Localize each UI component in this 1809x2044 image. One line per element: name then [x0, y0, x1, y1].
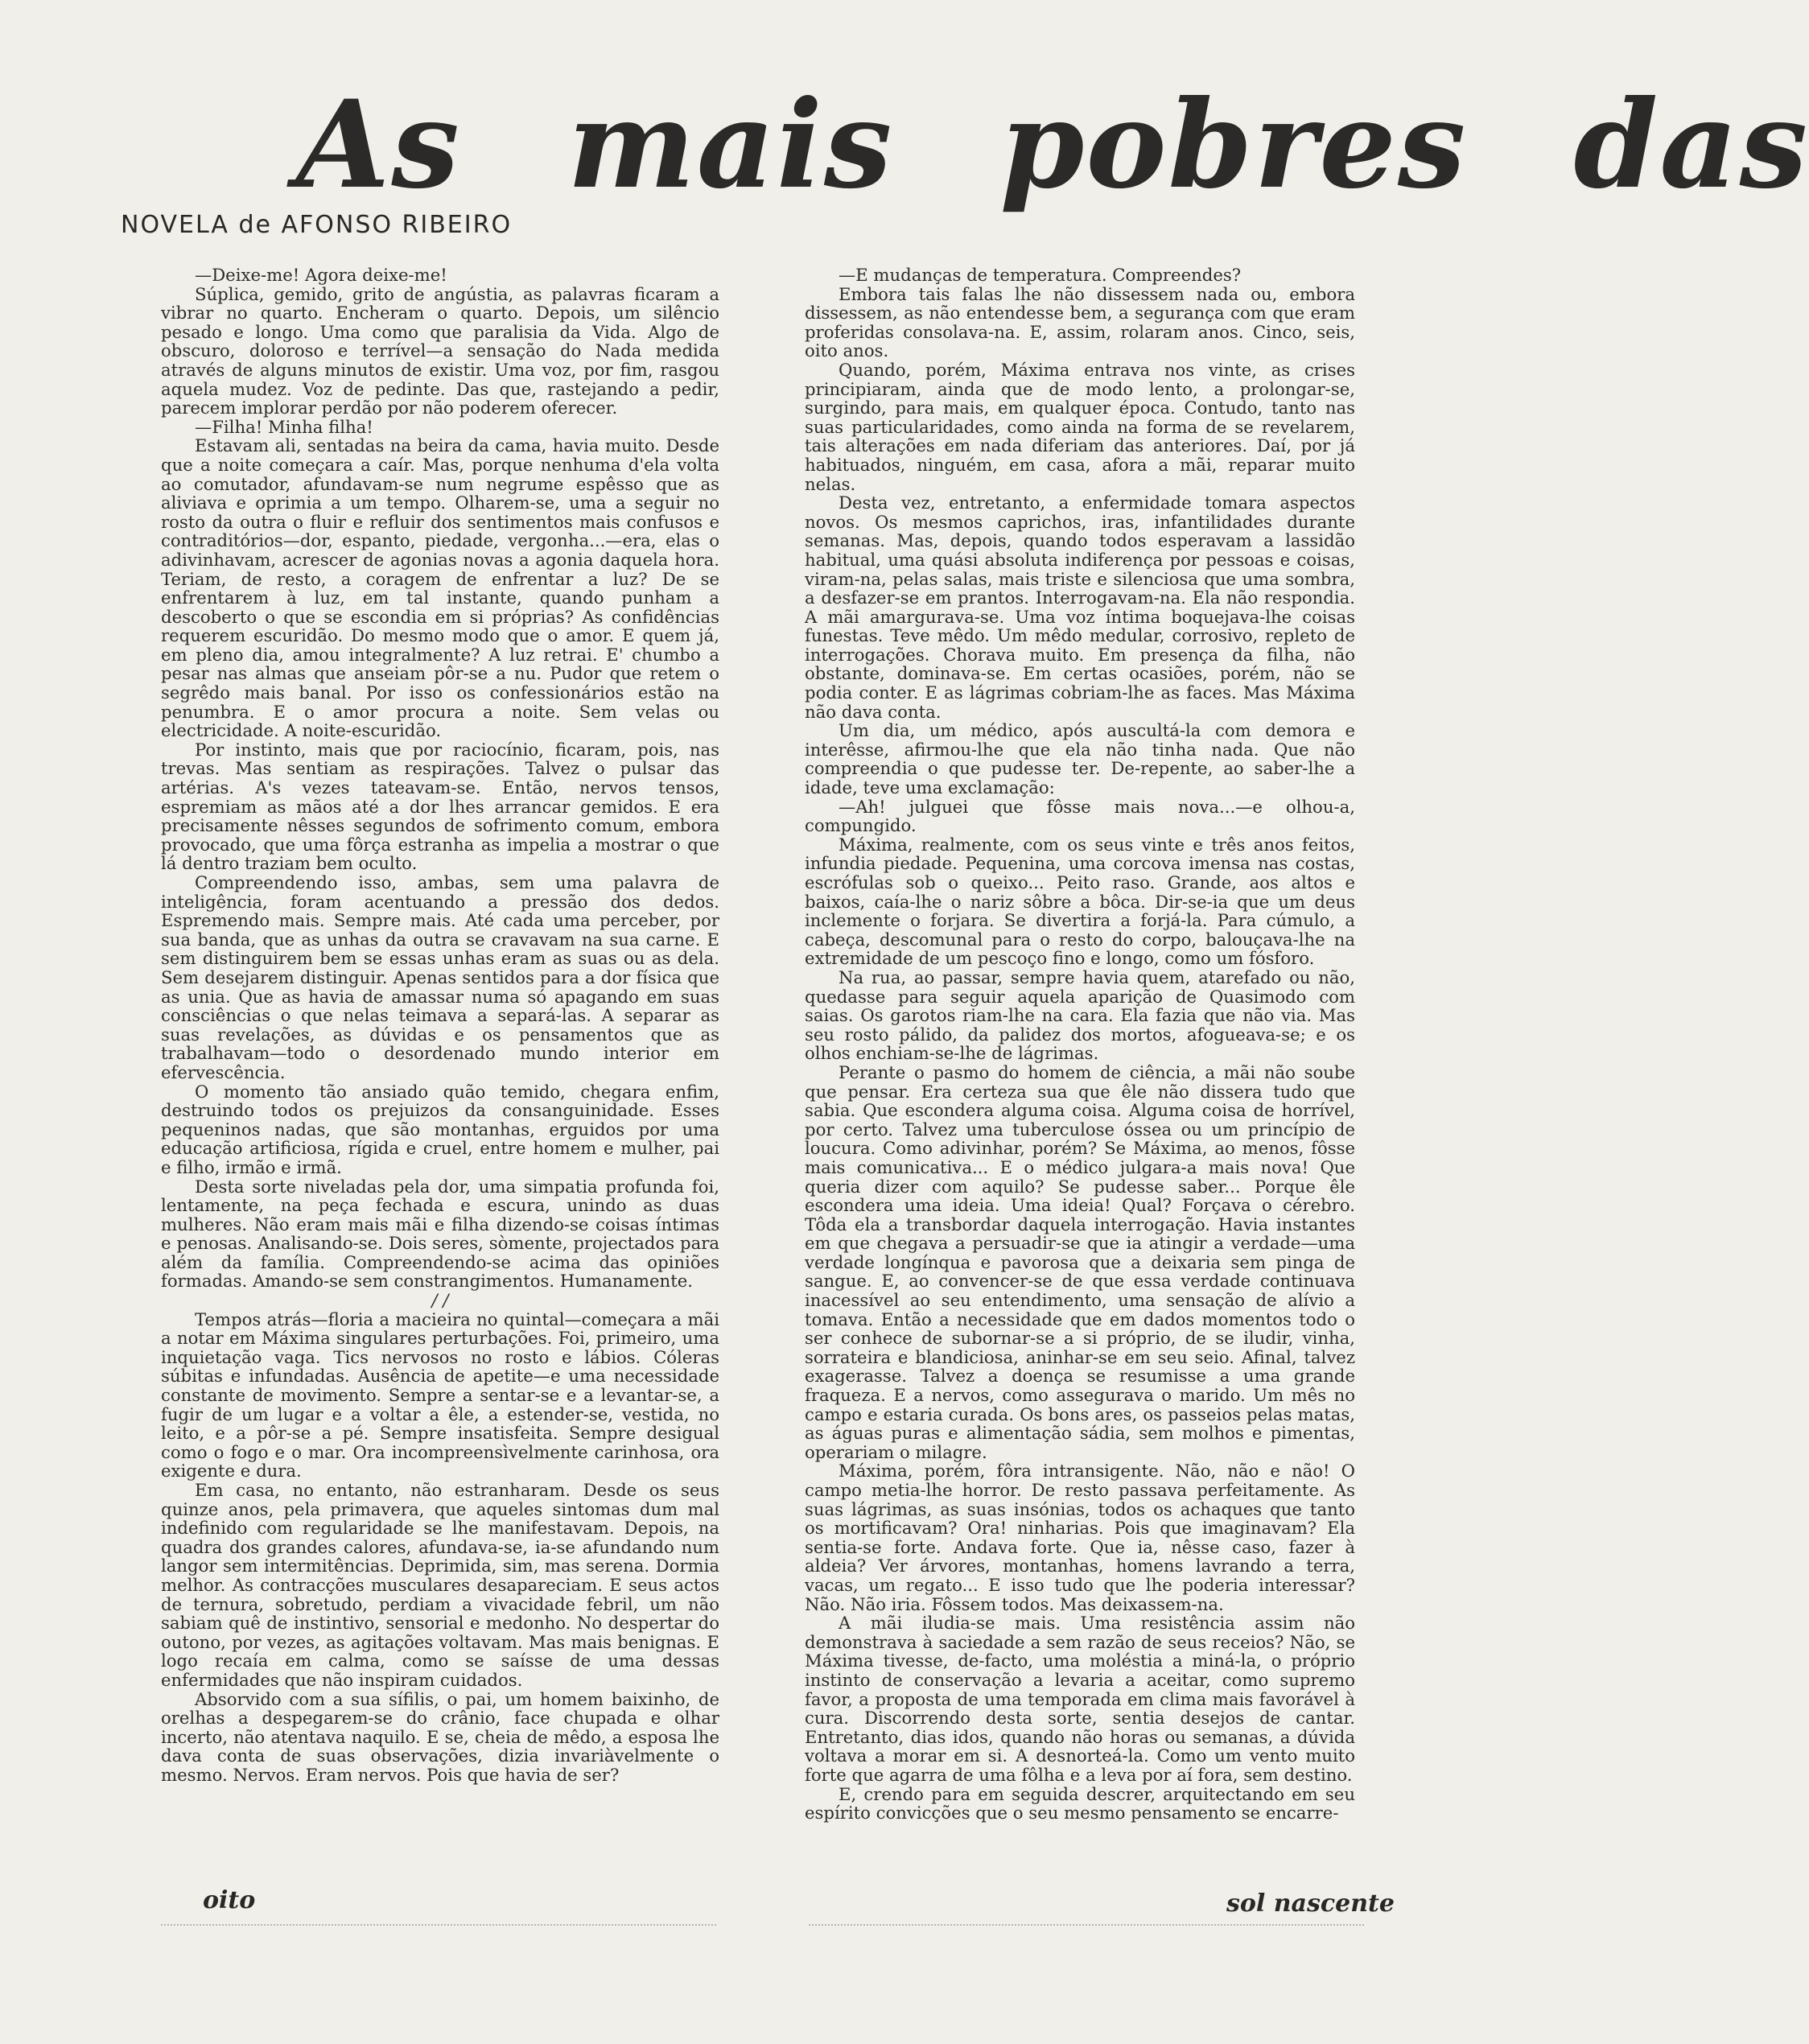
footer-rule-left — [161, 1924, 716, 1926]
paragraph: E, crendo para em seguida descrer, arquitectando em seu espírito convicções que o seu mesmo pensamento se encarre- — [805, 1783, 1355, 1824]
text-column-right — [805, 266, 1355, 1939]
paragraph: Súplica, gemido, grito de angústia, as palavras ficaram a vibrar no quarto. Encheram o quarto. Depois, um silêncio pesado e longo. Uma como que paralisia da Vida. Algo de obscuro, doloroso e terrível—a sensação do Nada medida através de alguns minutos de existir. Uma voz, por fim, rasgou aquela mudez. Voz de pedinte. Das que, rastejando a pedir, parecem implorar perdão por não poderem oferecer. — [161, 283, 719, 418]
paragraph: Máxima, realmente, com os seus vinte e três anos feitos, infundia piedade. Pequenina, uma corcova imensa nas costas, escrófulas sob o queixo... Peito raso. Grande, aos altos e baixos, caía-lhe o nariz sôbre a bôca. Dir-se-ia que um deus inclemente o forjara. Se divertira a forjá-la. Para cúmulo, a cabeça, descomunal para o resto do corpo, balouçava-lhe na extremidade de um pescoço fino e longo, como um fósforo. — [805, 834, 1355, 969]
paragraph: Absorvido com a sua sífilis, o pai, um homem baixinho, de orelhas a despegarem-se do crânio, face chupada e olhar incerto, não atentava naquilo. E se, cheia de mêdo, a esposa lhe dava conta de suas observações, dizia invariàvelmente o mesmo. Nervos. Eram nervos. Pois que havia de ser? — [161, 1688, 719, 1785]
paragraph: Máxima, porém, fôra intransigente. Não, não e não! O campo metia-lhe horror. De resto passava perfeitamente. As suas lágrimas, as suas insónias, todos os achaques que tanto os mortificavam? Ora! ninharias. Pois que imaginavam? Ela sentia-se forte. Andava forte. Que ia, nêsse caso, fazer à aldeia? Ver árvores, montanhas, homens lavrando a terra, vacas, um regato... E isso tudo que lhe poderia interessar? Não. Não iria. Fôssem todos. Mas deixassem-na. — [805, 1461, 1355, 1614]
paragraph: —Ah! julguei que fôsse mais nova...—e olhou-a, compungido. — [805, 796, 1355, 836]
section-divider: / / — [431, 1290, 449, 1311]
paragraph: Por instinto, mais que por raciocínio, ficaram, pois, nas trevas. Mas sentiam as respirações. Talvez o pulsar das artérias. A's vezes tateavam-se. Então, nervos tensos, espremiam as mãos até a dor lhes arrancar gemidos. E era precisamente nêsses segundos de sofrimento comum, embora provocado, que uma fôrça estranha as impelia a mostrar o que lá dentro traziam bem oculto. — [161, 739, 719, 874]
magazine-name: sol nascente — [1226, 1889, 1395, 1918]
paragraph: Perante o pasmo do homem de ciência, a mãi não soube que pensar. Era certeza sua que êle não dissera tudo que sabia. Que escondera alguma coisa. Alguma coisa de horrível, por certo. Talvez uma tuberculose óssea ou um princípio de loucura. Como adivinhar, porém? Se Máxima, ao menos, fôsse mais comunicativa... E o médico julgara-a mais nova! Que queria dizer com aquilo? Se pudesse saber... Porque êle escondera uma ideia. Uma ideia! Qual? Forçava o cérebro. Tôda ela a transbordar daquela interrogação. Havia instantes em que chegava a persuadir-se que ia atingir a verdade—uma verdade longínqua e pavorosa que a deixaria sem pinga de sangue. E, ao convencer-se de que essa verdade continuava inacessível ao seu entendimento, uma sensação de alívio a tomava. Então a necessidade que em dados momentos todo o ser conhece de subornar-se a si próprio, de se iludir, vinha, sorrateira e blandiciosa, aninhar-se em seu seio. Afinal, talvez exagerasse. Talvez a doença se resumisse a uma grande fraqueza. E a nervos, como assegurava o marido. Um mês no campo e estaria curada. Os bons ares, os passeios pelas matas, as águas puras e alimentação sádia, sem molhos e pimentas, operariam o milagre. — [805, 1061, 1355, 1462]
paragraph: O momento tão ansiado quão temido, chegara enfim, destruindo todos os prejuizos da consanguinidade. Esses pequeninos nadas, que são montanhas, erguidos por uma educação artificiosa, rígida e cruel, entre homem e mulher, pai e filho, irmão e irmã. — [161, 1081, 719, 1177]
paragraph: A mãi iludia-se mais. Uma resistência assim não demonstrava à saciedade a sem razão de seus receios? Não, se Máxima tivesse, de-facto, uma moléstia a miná-la, o próprio instinto de conservação a levaria a aceitar, como supremo favor, a proposta de uma temporada em clima mais favorável à cura. Discorrendo desta sorte, sentia desejos de cantar. Entretanto, dias idos, quando não horas ou semanas, a dúvida voltava a morar em si. A desnorteá-la. Como um vento muito forte que agarra de uma fôlha e a leva por aí fora, sem destino. — [805, 1613, 1355, 1785]
paragraph: Em casa, no entanto, não estranharam. Desde os seus quinze anos, pela primavera, que aqueles sintomas dum mal indefinido com regularidade se lhe manifestavam. Depois, na quadra dos grandes calores, afundava-se, ia-se afundando num langor sem intermitências. Deprimida, sim, mas serena. Dormia melhor. As contracções musculares desapareciam. E seus actos de ternura, sobretudo, perdiam a vivacidade febril, um não sabiam quê de instintivo, sensorial e medonho. No despertar do outono, por vezes, as agitações voltavam. Mas mais benignas. E logo recaía em calma, como se saísse de uma dessas enfermidades que não inspiram cuidados. — [161, 1480, 719, 1690]
footer-rule-right — [809, 1924, 1364, 1926]
paragraph: —Filha! Minha filha! — [195, 416, 373, 437]
paragraph: —E mudanças de temperatura. Compreendes? — [839, 265, 1242, 285]
paragraph: Estavam ali, sentadas na beira da cama, havia muito. Desde que a noite começara a caír. Mas, porque nenhuma d'ela volta ao comutador, afundavam-se num negrume espêsso que as aliviava e oprimia a um tempo. Olharem-se, uma a seguir no rosto da outra o fluir e refluir dos sentimentos mais confusos e contraditórios—dor, espanto, piedade, vergonha...—era, elas o adivinhavam, acrescer de agonias novas a agonia daquela hora. Teriam, de resto, a coragem de enfrentar a luz? De se enfrentarem à luz, em tal instante, quando punham a descoberto o que se escondia em si próprias? As confidências requerem escuridão. Do mesmo modo que o amor. E quem já, em pleno dia, amou integralmente? A luz retrai. E' chumbo a pesar nas almas que anseiam pôr-se a nu. Pudor que retem o segrêdo mais banal. Por isso os confessionários estão na penumbra. E o amor procura a noite. Sem velas ou electricidade. A noite-escuridão. — [161, 435, 719, 741]
story-title: As mais pobres das — [296, 74, 1809, 216]
paragraph: —Deixe-me! Agora deixe-me! — [195, 265, 447, 285]
paragraph: Quando, porém, Máxima entrava nos vinte, as crises principiaram, ainda que de modo lento, a prolongar-se, surgindo, para mais, em qualquer época. Contudo, tanto nas suas particularidades, como ainda na forma de se revelarem, tais alterações em nada diferiam das anteriores. Daí, por já habituados, ninguém, em casa, afora a mãi, reparar muito nelas. — [805, 359, 1355, 494]
paragraph: Desta vez, entretanto, a enfermidade tomara aspectos novos. Os mesmos caprichos, iras, infantilidades durante semanas. Mas, depois, quando todos esperavam a lassidão habitual, uma quási absoluta indiferença por pessoas e coisas, viram-na, pelas salas, mais triste e silenciosa que uma sombra, a desfazer-se em prantos. Interrogavam-na. Ela não respondia. A mãi amargurava-se. Uma voz íntima boquejava-lhe coisas funestas. Teve mêdo. Um mêdo medular, corrosivo, repleto de interrogações. Chorava muito. Em presença da filha, não obstante, dominava-se. Em certas ocasiões, porém, não se podia conter. E as lágrimas cobriam-lhe as faces. Mas Máxima não dava conta. — [805, 492, 1355, 722]
paragraph: Embora tais falas lhe não dissessem nada ou, embora dissessem, as não entendesse bem, a segurança com que eram proferidas consolava-na. E, assim, rolaram anos. Cinco, seis, oito anos. — [805, 283, 1355, 361]
page-number-word: oito — [203, 1886, 256, 1914]
paragraph: Tempos atrás—floria a macieira no quintal—começara a mãi a notar em Máxima singulares perturbações. Foi, primeiro, uma inquietação vaga. Tics nervosos no rosto e lábios. Cóleras súbitas e infundadas. Ausência de apetite—e uma necessidade constante de movimento. Sempre a sentar-se e a levantar-se, a fugir de um lugar e a voltar a êle, a estender-se, vestida, no leito, e a pôr-se a pé. Sempre insatisfeita. Sempre desigual como o fogo e o mar. Ora incompreensìvelmente carinhosa, ora exigente e dura. — [161, 1308, 719, 1481]
text-column-left — [161, 266, 719, 1915]
paragraph: Na rua, ao passar, sempre havia quem, atarefado ou não, quedasse para seguir aquela aparição de Quasimodo com saias. Os garotos riam-lhe na cara. Ela fazia que não via. Mas seu rosto pálido, da palidez dos mortos, afogueava-se; e os olhos enchiam-se-lhe de lágrimas. — [805, 966, 1355, 1064]
paragraph: Desta sorte niveladas pela dor, uma simpatia profunda foi, lentamente, na peça fechada e escura, unindo as duas mulheres. Não eram mais mãi e filha dizendo-se coisas íntimas e penosas. Analisando-se. Dois seres, sòmente, projectados para além da família. Compreendendo-se acima das opiniões formadas. Amando-se sem constrangimentos. Humanamente. — [161, 1176, 719, 1292]
paragraph: Compreendendo isso, ambas, sem uma palavra de inteligência, foram acentuando a pressão dos dedos. Espremendo mais. Sempre mais. Até cada uma perceber, por sua banda, que as unhas da outra se cravavam na sua carne. E sem distinguirem bem se essas unhas eram as suas ou as dela. Sem desejarem distinguir. Apenas sentidos para a dor física que as unia. Que as havia de amassar numa só apagando em suas consciências o que nelas teimava a separá-las. A separar as suas revelações, as dúvidas e os pensamentos que as trabalhavam—todo o desordenado mundo interior em efervescência. — [161, 872, 719, 1082]
paragraph: Um dia, um médico, após auscultá-la com demora e interêsse, afirmou-lhe que ela não tinha nada. Que não compreendia o que pudesse ter. De-repente, ao saber-lhe a idade, teve uma exclamação: — [805, 720, 1355, 798]
story-byline: NOVELA de AFONSO RIBEIRO — [121, 211, 513, 239]
